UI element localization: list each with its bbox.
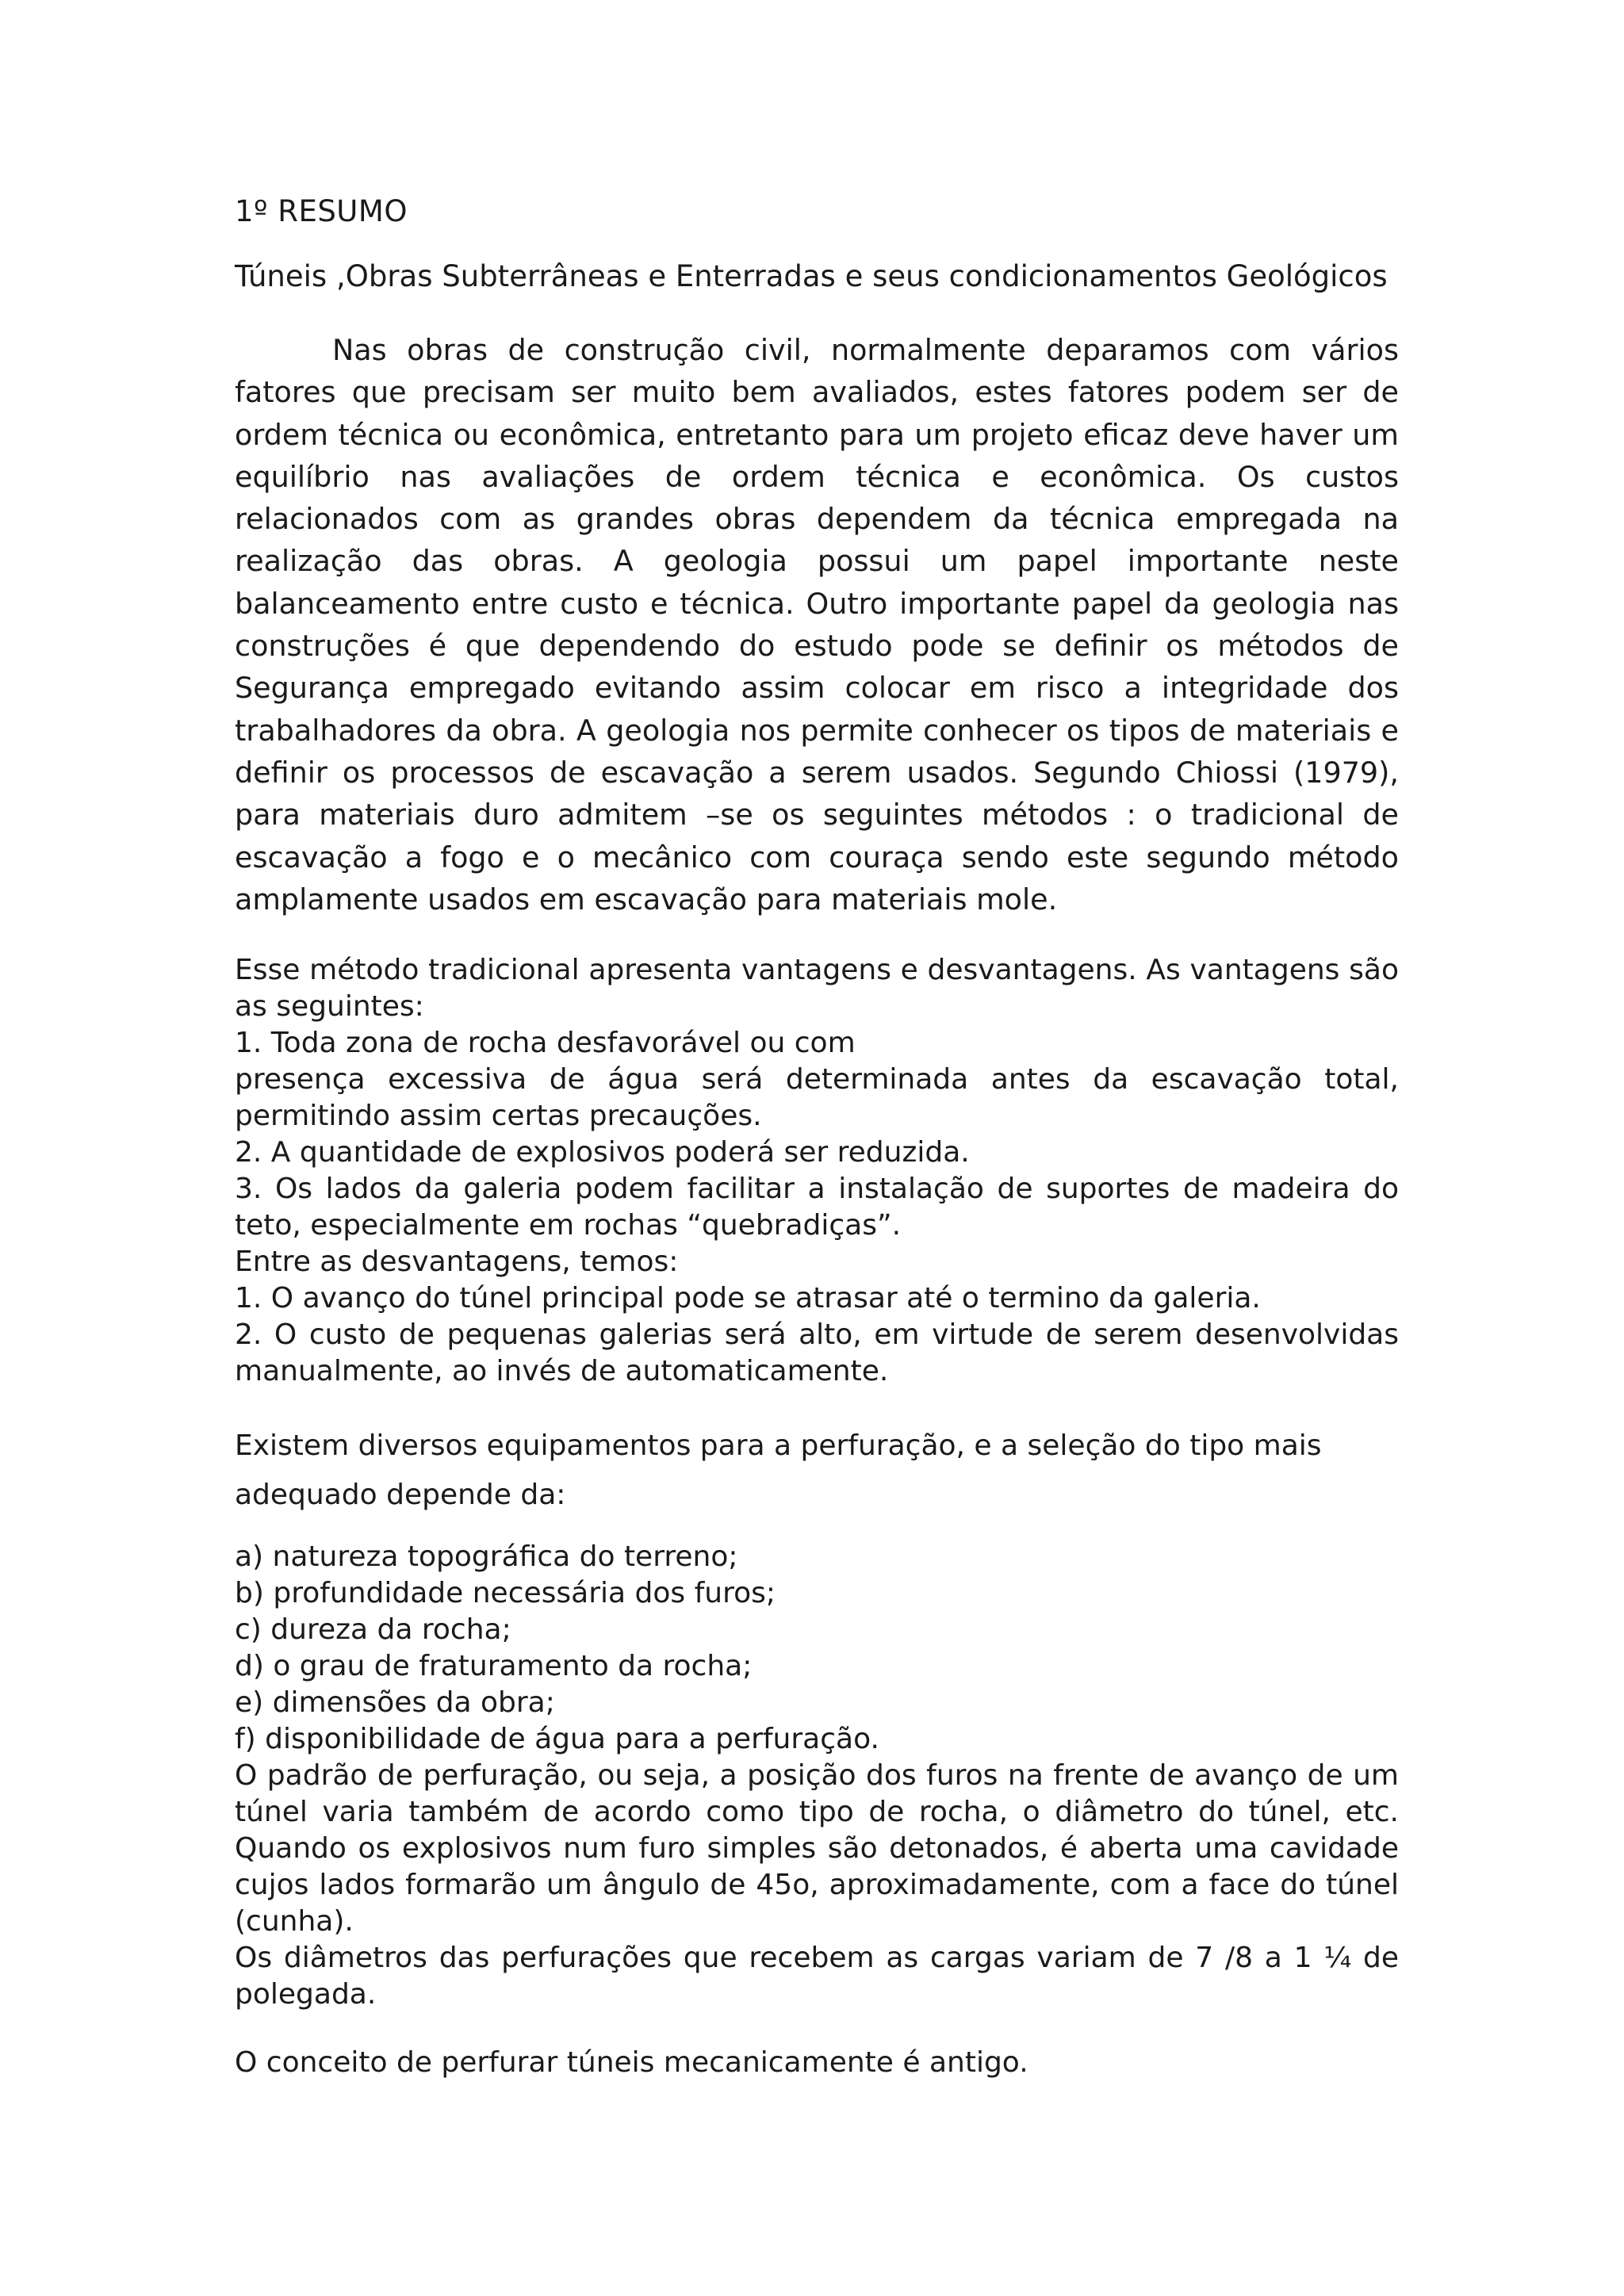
advantage-item-1a: 1. Toda zona de rocha desfavorável ou com: [235, 1027, 856, 1060]
document-subtitle: Túneis ,Obras Subterrâneas e Enterradas e seus condicionamentos Geológicos: [235, 259, 1388, 293]
advantages-intro: Esse método tradicional apresenta vantagens e desvantagens. As vantagens são as seguintes:: [235, 954, 1399, 1024]
equipment-intro: Existem diversos equipamentos para a perfuração, e a seleção do tipo mais adequado depende da:: [235, 1429, 1322, 1512]
disadvantages-intro: Entre as desvantagens, temos:: [235, 1246, 679, 1279]
document-body: [235, 190, 1399, 2081]
factors-list: [235, 1539, 1399, 1758]
closing-section: [235, 2045, 1399, 2081]
diameter-paragraph: Os diâmetros das perfurações que recebem as cargas variam de 7 /8 a 1 ¼ de polegada.: [235, 1942, 1399, 2011]
advantages-section: [235, 952, 1399, 1390]
list-item: e) dimensões da obra;: [235, 1686, 555, 1720]
equipment-section: [235, 1422, 1399, 2013]
list-item: b) profundidade necessária dos furos;: [235, 1577, 776, 1610]
list-item: f) disponibilidade de água para a perfuração.: [235, 1723, 879, 1756]
disadvantage-item-2: 2. O custo de pequenas galerias será alto, em virtude de serem desenvolvidas manualmente, ao invés de automaticamente.: [235, 1318, 1399, 1388]
page-title: 1º RESUMO: [235, 194, 408, 228]
disadvantage-item-1: 1. O avanço do túnel principal pode se atrasar até o termino da galeria.: [235, 1282, 1261, 1315]
pattern-paragraph: O padrão de perfuração, ou seja, a posição dos furos na frente de avanço de um túnel varia também de acordo como tipo de rocha, o diâmetro do túnel, etc. Quando os explosivos num furo simples são detonados, é aberta uma cavidade cujos lados formarão um ângulo de 45o, aproximadamente, com a face do túnel (cunha).: [235, 1759, 1399, 1938]
advantage-item-3: 3. Os lados da galeria podem facilitar a instalação de suportes de madeira do teto, especialmente em rochas “quebradiças”.: [235, 1173, 1399, 1242]
advantage-item-1b: presença excessiva de água será determinada antes da escavação total, permitindo assim certas precauções.: [235, 1063, 1399, 1133]
intro-paragraph: Nas obras de construção civil, normalmente deparamos com vários fatores que precisam ser muito bem avaliados, estes fatores podem ser de ordem técnica ou econômica, entretanto para um projeto eficaz deve haver um equilíbrio nas avaliações de ordem técnica e econômica. Os custos relacionados com as grandes obras dependem da técnica empregada na realização das obras. A geologia possui um papel importante neste balanceamento entre custo e técnica. Outro importante papel da geologia nas construções é que dependendo do estudo pode se definir os métodos de Segurança empregado evitando assim colocar em risco a integridade dos trabalhadores da obra. A geologia nos permite conhecer os tipos de materiais e definir os processos de escavação a serem usados. Segundo Chiossi (1979), para materiais duro admitem –se os seguintes métodos : o tradicional de escavação a fogo e o mecânico com couraça sendo este segundo método amplamente usados em escavação para materiais mole.: [235, 333, 1399, 916]
advantage-item-2: 2. A quantidade de explosivos poderá ser reduzida.: [235, 1136, 970, 1169]
list-item: d) o grau de fraturamento da rocha;: [235, 1650, 753, 1683]
list-item: a) natureza topográfica do terreno;: [235, 1540, 738, 1574]
closing-sentence: O conceito de perfurar túneis mecanicamente é antigo.: [235, 2046, 1028, 2080]
list-item: c) dureza da rocha;: [235, 1613, 511, 1647]
